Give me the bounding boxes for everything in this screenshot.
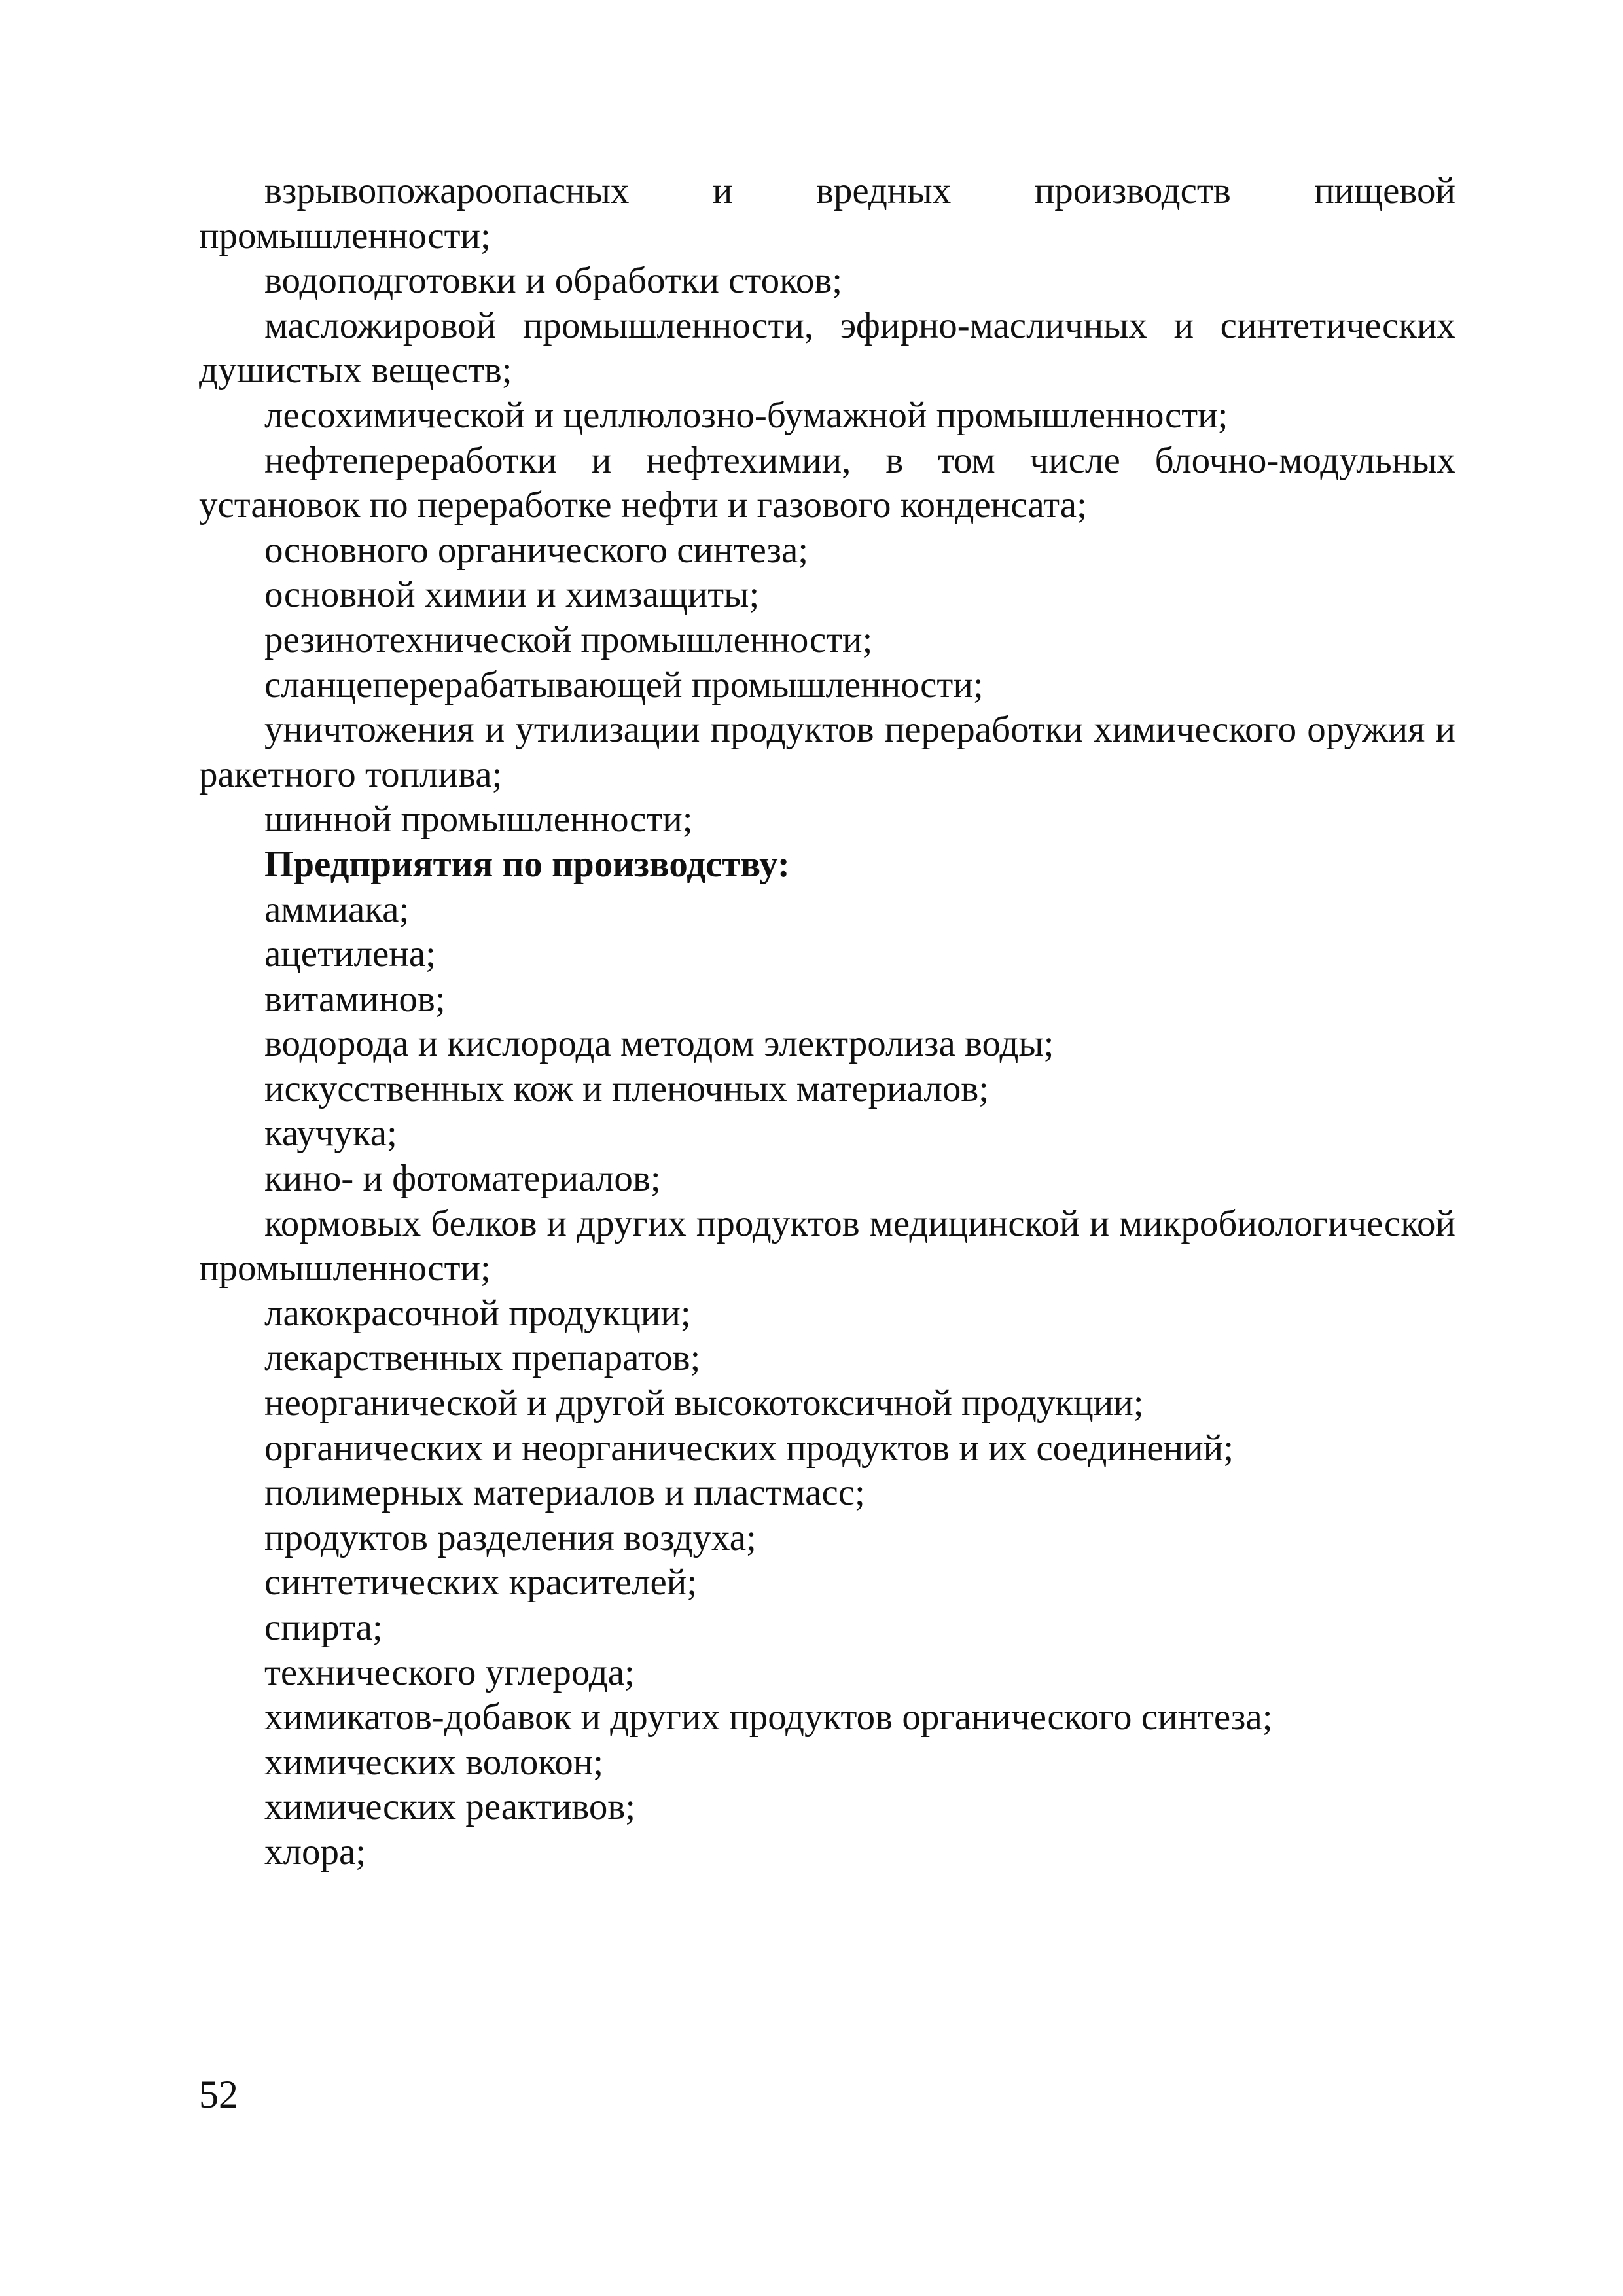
- paragraph: полимерных материалов и пластмасс;: [264, 1472, 865, 1514]
- paragraph: витаминов;: [264, 978, 446, 1020]
- paragraph: шинной промышленности;: [264, 798, 693, 840]
- paragraph: масложировой промышленности, эфирно-масличных и синтетических душистых веществ;: [199, 304, 1455, 391]
- page-body: [199, 169, 1455, 1875]
- paragraph: искусственных кож и пленочных материалов;: [264, 1067, 990, 1109]
- paragraph: продуктов разделения воздуха;: [264, 1516, 757, 1558]
- paragraph: спирта;: [264, 1607, 383, 1648]
- page-number: 52: [199, 2073, 238, 2116]
- paragraph: химических реактивов;: [264, 1786, 636, 1828]
- paragraph: водоподготовки и обработки стоков;: [264, 260, 843, 302]
- paragraph: нефтепереработки и нефтехимии, в том числе блочно-модульных установок по переработке нефти и газового конденсата;: [199, 439, 1455, 526]
- paragraph: лакокрасочной продукции;: [264, 1292, 691, 1334]
- paragraph: кино- и фотоматериалов;: [264, 1158, 661, 1200]
- paragraph: основной химии и химзащиты;: [264, 574, 760, 616]
- paragraph: хлора;: [264, 1831, 366, 1873]
- paragraph: сланцеперерабатывающей промышленности;: [264, 664, 984, 706]
- paragraph: технического углерода;: [264, 1651, 635, 1693]
- paragraph: лесохимической и целлюлозно-бумажной промышленности;: [264, 394, 1228, 436]
- paragraph: резинотехнической промышленности;: [264, 619, 873, 660]
- paragraph: взрывопожароопасных и вредных производств пищевой промышленности;: [199, 170, 1455, 257]
- paragraph: кормовых белков и других продуктов медицинской и микробиологической промышленности;: [199, 1202, 1455, 1289]
- paragraph: водорода и кислорода методом электролиза воды;: [264, 1023, 1054, 1065]
- paragraph: ацетилена;: [264, 933, 436, 975]
- paragraph: неорганической и другой высокотоксичной продукции;: [264, 1382, 1144, 1424]
- paragraph: уничтожения и утилизации продуктов переработки химического оружия и ракетного топлива;: [199, 709, 1455, 795]
- paragraph: химикатов-добавок и других продуктов органического синтеза;: [264, 1696, 1273, 1738]
- paragraph: синтетических красителей;: [264, 1562, 698, 1604]
- paragraph: основного органического синтеза;: [264, 529, 809, 571]
- paragraph: аммиака;: [264, 888, 410, 930]
- paragraph: лекарственных препаратов;: [264, 1337, 701, 1379]
- section-heading: Предприятия по производству:: [264, 843, 790, 885]
- paragraph: органических и неорганических продуктов и их соединений;: [264, 1427, 1234, 1469]
- paragraph: каучука;: [264, 1113, 397, 1155]
- paragraph: химических волокон;: [264, 1741, 604, 1783]
